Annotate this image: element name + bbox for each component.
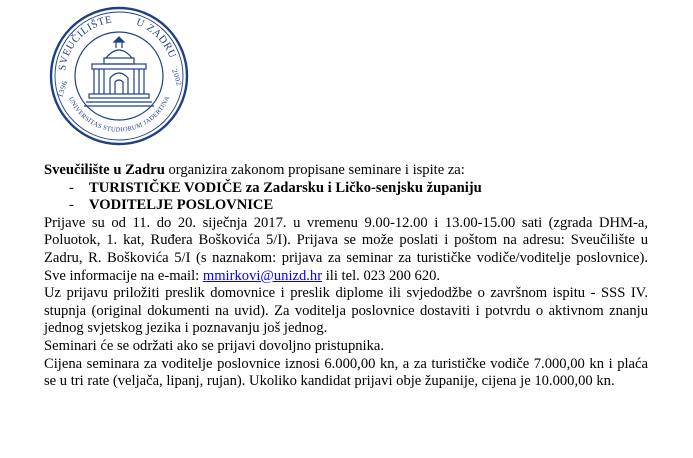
seal-name-right: U ZADRU (134, 17, 178, 61)
phone-text: ili tel. 023 200 620. (322, 267, 441, 284)
university-seal-logo (44, 6, 194, 146)
building-icon (84, 37, 154, 106)
seal-year-right: 2002 (170, 67, 185, 88)
seminar-condition-paragraph: Seminari će se održati ako se prijavi dovoljno pristupnika. (44, 337, 385, 354)
intro-text: organizira zakonom propisane seminare i ispite za: (164, 162, 465, 178)
seal-motto: UNIVERSITAS STUDIORUM JADERTINA (67, 94, 172, 134)
svg-text:SVEUČILIŠTE (57, 14, 113, 71)
seal-year-left: 1396 (55, 79, 70, 99)
price-paragraph: Cijena seminara za voditelje poslovnice iznosi 6.000,00 kn, a za turističke vodiče 7.000,00 kn i plaća se u tri rate (veljača, lipanj, rujan). Ukoliko kandidat prijavi obje županije, cijena je 10.000,00 kn. (44, 355, 648, 390)
intro-line (44, 162, 648, 180)
list-dash: - (69, 179, 74, 196)
list-item-office-managers (44, 197, 648, 215)
documents-paragraph: Uz prijavu priložiti preslik domovnice i preslik diplome ili svjedodžbe o završnom ispitu - SSS IV. stupnja (original dokumenti na uvid). Za voditelja poslovnice dostaviti i potvrdu o aktivnom znanju jednog svjetskog jezika i poznavanju još jednog. (44, 285, 648, 337)
list-item-label: TURISTIČKE VODIČE za Zadarsku i Ličko-senjsku županiju (89, 179, 482, 196)
list-item-tourist-guides (44, 180, 648, 198)
seal-name-top: SVEUČILIŠTE (57, 14, 114, 72)
organization-name: Sveučilište u Zadru (44, 162, 165, 178)
email-link[interactable]: mmirkovi@unizd.hr (202, 267, 323, 284)
application-paragraph (44, 215, 648, 285)
application-text: Prijave su od 11. do 20. siječnja 2017. u vremenu 9.00-12.00 i 13.00-15.00 sati (zgrada DHM-a, Poluotok, 1. kat, Ruđera Boškovića 5/I). Prijava se može poslati i poštom na adresu: Sveučilište u Zadru, R. Boškovića 5/I (s naznakom: prijava za seminar za turističke vodiče/voditelje poslovnice). Sve informacije na e-mail: (44, 214, 648, 284)
announcement-document (44, 162, 648, 391)
list-dash: - (69, 197, 74, 214)
list-item-label: VODITELJE POSLOVNICE (89, 197, 274, 214)
